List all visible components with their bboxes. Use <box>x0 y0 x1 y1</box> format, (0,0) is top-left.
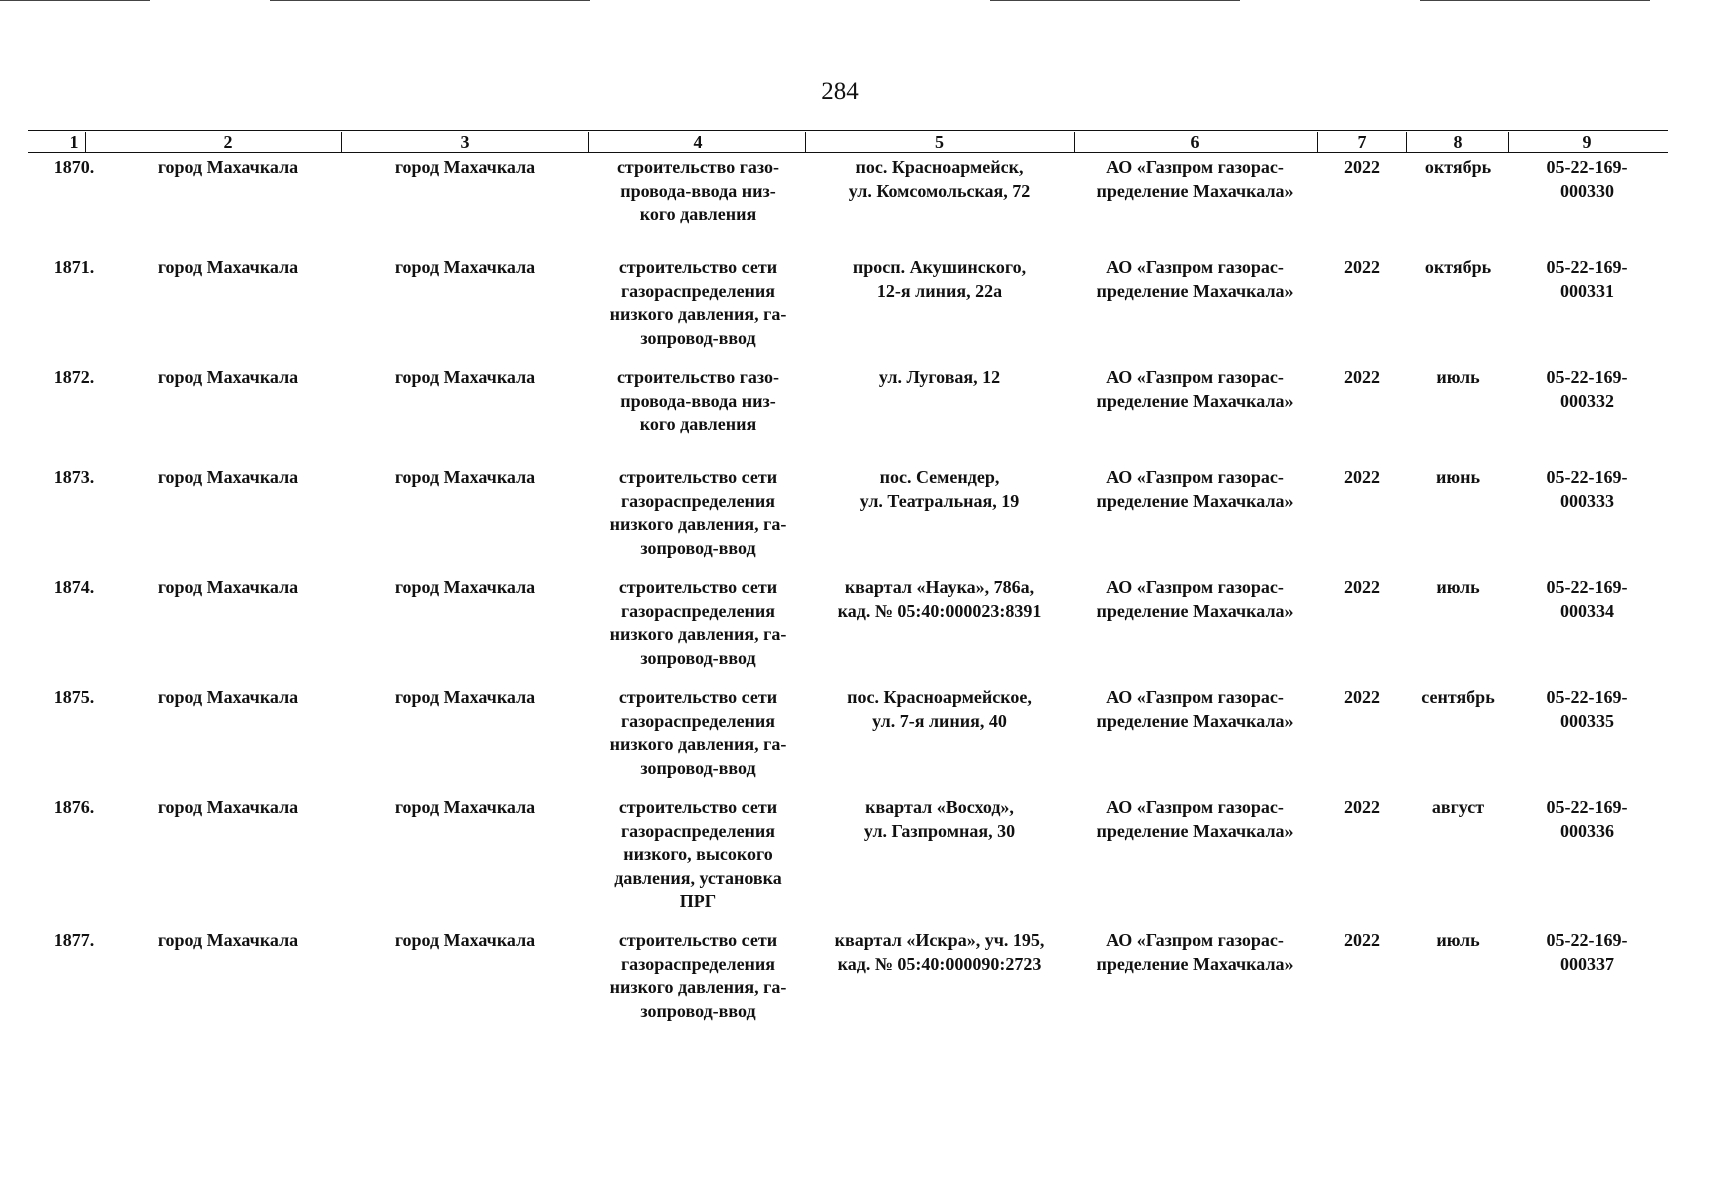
address-line: ул. Газпромная, 30 <box>863 820 1016 841</box>
work-line: низкого давления, га- <box>609 624 787 644</box>
code-cell <box>1512 256 1662 303</box>
organization-cell <box>1075 156 1315 203</box>
work-line: кого давления <box>639 414 757 434</box>
year-cell: 2022 <box>1344 797 1380 817</box>
work-description-cell <box>593 256 803 350</box>
month-cell: октябрь <box>1424 157 1492 177</box>
work-description-cell <box>593 796 803 914</box>
row-number: 1874. <box>53 577 95 597</box>
scan-edge-mark <box>990 0 1240 1</box>
code-line: 05-22-169- <box>1546 157 1628 177</box>
column-header-6: 6 <box>1190 132 1200 152</box>
month-cell: июнь <box>1435 467 1480 487</box>
address-cell <box>812 929 1067 976</box>
organization-line: пределение Махачкала» <box>1096 390 1294 411</box>
work-line: строительство сети <box>618 257 778 277</box>
address-line: кад. № 05:40:000023:8391 <box>837 600 1042 621</box>
address-cell <box>812 466 1067 513</box>
code-cell <box>1512 929 1662 976</box>
work-description-cell <box>593 929 803 1023</box>
organization-line: пределение Махачкала» <box>1096 710 1294 731</box>
code-line: 000336 <box>1560 820 1614 841</box>
month-cell: август <box>1431 797 1485 817</box>
locality-cell: город Махачкала <box>394 930 536 950</box>
year-cell: 2022 <box>1344 930 1380 950</box>
municipality-cell: город Махачкала <box>157 797 299 817</box>
locality-cell: город Махачкала <box>394 687 536 707</box>
address-cell <box>812 576 1067 623</box>
code-cell <box>1512 156 1662 203</box>
column-divider <box>85 132 86 152</box>
municipality-cell: город Махачкала <box>157 157 299 177</box>
work-line: низкого давления, га- <box>609 304 787 324</box>
column-divider <box>805 132 806 152</box>
row-number: 1870. <box>53 157 95 177</box>
row-number: 1875. <box>53 687 95 707</box>
organization-line: пределение Махачкала» <box>1096 953 1294 974</box>
code-line: 000337 <box>1560 953 1614 974</box>
organization-cell <box>1075 466 1315 513</box>
organization-line: АО «Газпром газорас- <box>1106 467 1284 487</box>
address-line: ул. Луговая, 12 <box>878 367 1001 387</box>
municipality-cell: город Махачкала <box>157 257 299 277</box>
work-line: низкого давления, га- <box>609 514 787 534</box>
scan-edge-mark <box>270 0 590 1</box>
municipality-cell: город Махачкала <box>157 467 299 487</box>
locality-cell: город Махачкала <box>394 257 536 277</box>
code-cell <box>1512 796 1662 843</box>
organization-line: пределение Махачкала» <box>1096 600 1294 621</box>
work-description-cell <box>593 576 803 670</box>
row-number: 1871. <box>53 257 95 277</box>
code-line: 000331 <box>1560 280 1614 301</box>
organization-line: пределение Махачкала» <box>1096 280 1294 301</box>
code-line: 05-22-169- <box>1546 367 1628 387</box>
work-line: низкого, высокого <box>623 844 773 864</box>
address-cell <box>812 366 1067 390</box>
code-line: 000332 <box>1560 390 1614 411</box>
work-line: провода-ввода низ- <box>620 390 776 411</box>
year-cell: 2022 <box>1344 577 1380 597</box>
work-line: газораспределения <box>620 953 776 974</box>
column-divider <box>1317 132 1318 152</box>
municipality-cell: город Махачкала <box>157 577 299 597</box>
organization-line: пределение Махачкала» <box>1096 820 1294 841</box>
month-cell: июль <box>1436 930 1480 950</box>
work-line: зопровод-ввод <box>640 327 756 348</box>
column-header-4: 4 <box>693 132 703 152</box>
organization-line: пределение Махачкала» <box>1096 490 1294 511</box>
month-cell: октябрь <box>1424 257 1492 277</box>
work-line: газораспределения <box>620 490 776 511</box>
locality-cell: город Махачкала <box>394 577 536 597</box>
address-line: ул. 7-я линия, 40 <box>872 710 1007 731</box>
code-line: 000335 <box>1560 710 1614 731</box>
column-divider <box>1508 132 1509 152</box>
work-line: зопровод-ввод <box>640 757 756 778</box>
address-line: квартал «Искра», уч. 195, <box>834 930 1045 950</box>
work-line: зопровод-ввод <box>640 537 756 558</box>
work-line: строительство сети <box>618 467 778 487</box>
organization-line: АО «Газпром газорас- <box>1106 687 1284 707</box>
work-line: зопровод-ввод <box>640 1000 756 1021</box>
code-cell <box>1512 466 1662 513</box>
work-line: строительство сети <box>618 930 778 950</box>
work-line: строительство газо- <box>616 157 780 177</box>
address-line: пос. Красноармейск, <box>855 157 1024 177</box>
year-cell: 2022 <box>1344 367 1380 387</box>
municipality-cell: город Махачкала <box>157 930 299 950</box>
work-description-cell <box>593 466 803 560</box>
work-line: провода-ввода низ- <box>620 180 776 201</box>
year-cell: 2022 <box>1344 467 1380 487</box>
work-line: ПРГ <box>679 891 717 911</box>
row-number: 1872. <box>53 367 95 387</box>
work-line: строительство газо- <box>616 367 780 387</box>
work-line: газораспределения <box>620 820 776 841</box>
column-divider <box>1074 132 1075 152</box>
address-cell <box>812 796 1067 843</box>
address-line: просп. Акушинского, <box>852 257 1027 277</box>
address-cell <box>812 156 1067 203</box>
address-cell <box>812 256 1067 303</box>
address-line: ул. Комсомольская, 72 <box>848 180 1031 201</box>
table-header <box>0 132 1709 152</box>
work-line: строительство сети <box>618 797 778 817</box>
work-description-cell <box>593 156 803 227</box>
address-line: квартал «Восход», <box>865 797 1014 817</box>
municipality-cell: город Махачкала <box>157 687 299 707</box>
organization-line: АО «Газпром газорас- <box>1106 930 1284 950</box>
code-line: 05-22-169- <box>1546 467 1628 487</box>
table-header-bottom-rule <box>28 152 1668 153</box>
code-line: 05-22-169- <box>1546 257 1628 277</box>
organization-line: АО «Газпром газорас- <box>1106 257 1284 277</box>
row-number: 1877. <box>53 930 95 950</box>
row-number: 1873. <box>53 467 95 487</box>
code-cell <box>1512 686 1662 733</box>
column-header-8: 8 <box>1453 132 1463 152</box>
scan-edge-mark <box>0 0 150 1</box>
address-line: пос. Красноармейское, <box>847 687 1032 707</box>
column-divider <box>1406 132 1407 152</box>
year-cell: 2022 <box>1344 687 1380 707</box>
locality-cell: город Махачкала <box>394 367 536 387</box>
organization-line: АО «Газпром газорас- <box>1106 367 1284 387</box>
work-description-cell <box>593 366 803 437</box>
code-line: 05-22-169- <box>1546 797 1628 817</box>
column-header-3: 3 <box>460 132 470 152</box>
code-cell <box>1512 576 1662 623</box>
address-line: ул. Театральная, 19 <box>859 490 1020 511</box>
year-cell: 2022 <box>1344 257 1380 277</box>
column-header-7: 7 <box>1357 132 1367 152</box>
work-line: зопровод-ввод <box>640 647 756 668</box>
scan-edge-mark <box>1420 0 1650 1</box>
organization-cell <box>1075 686 1315 733</box>
organization-line: АО «Газпром газорас- <box>1106 157 1284 177</box>
column-header-5: 5 <box>935 132 944 152</box>
table-top-rule <box>28 130 1668 131</box>
column-divider <box>341 132 342 152</box>
address-line: пос. Семендер, <box>879 467 1000 487</box>
work-line: низкого давления, га- <box>609 734 787 754</box>
work-line: давления, установка <box>614 867 782 888</box>
organization-line: пределение Махачкала» <box>1096 180 1294 201</box>
organization-line: АО «Газпром газорас- <box>1106 797 1284 817</box>
column-header-2: 2 <box>223 132 233 152</box>
month-cell: июль <box>1436 367 1480 387</box>
page-number: 284 <box>821 78 859 105</box>
work-line: строительство сети <box>618 577 778 597</box>
code-line: 000333 <box>1560 490 1614 511</box>
row-number: 1876. <box>53 797 95 817</box>
organization-cell <box>1075 929 1315 976</box>
work-line: газораспределения <box>620 600 776 621</box>
address-line: 12-я линия, 22а <box>876 280 1003 301</box>
month-cell: сентябрь <box>1421 687 1495 707</box>
address-cell <box>812 686 1067 733</box>
organization-cell <box>1075 366 1315 413</box>
code-cell <box>1512 366 1662 413</box>
address-line: квартал «Наука», 786а, <box>844 577 1035 597</box>
work-line: строительство сети <box>618 687 778 707</box>
year-cell: 2022 <box>1344 157 1380 177</box>
address-line: кад. № 05:40:000090:2723 <box>837 953 1042 974</box>
municipality-cell: город Махачкала <box>157 367 299 387</box>
code-line: 05-22-169- <box>1546 687 1628 707</box>
organization-cell <box>1075 576 1315 623</box>
code-line: 000330 <box>1560 180 1614 201</box>
work-line: кого давления <box>639 204 757 224</box>
code-line: 05-22-169- <box>1546 930 1628 950</box>
column-divider <box>588 132 589 152</box>
work-line: газораспределения <box>620 710 776 731</box>
organization-cell <box>1075 796 1315 843</box>
column-header-9: 9 <box>1582 132 1592 152</box>
locality-cell: город Махачкала <box>394 157 536 177</box>
locality-cell: город Махачкала <box>394 797 536 817</box>
code-line: 05-22-169- <box>1546 577 1628 597</box>
work-description-cell <box>593 686 803 780</box>
locality-cell: город Махачкала <box>394 467 536 487</box>
work-line: газораспределения <box>620 280 776 301</box>
organization-line: АО «Газпром газорас- <box>1106 577 1284 597</box>
work-line: низкого давления, га- <box>609 977 787 997</box>
column-header-1: 1 <box>69 132 79 152</box>
code-line: 000334 <box>1560 600 1614 621</box>
month-cell: июль <box>1436 577 1480 597</box>
organization-cell <box>1075 256 1315 303</box>
